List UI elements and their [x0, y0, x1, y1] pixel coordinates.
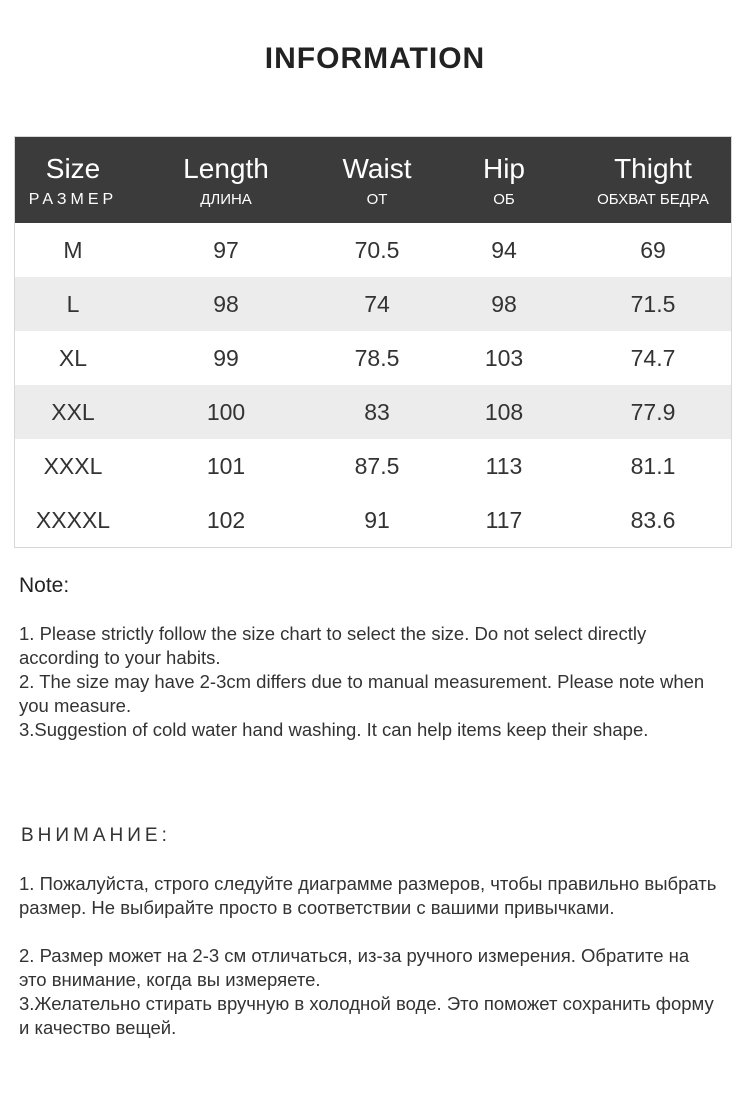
cell-hip: 103 [484, 344, 524, 371]
warning-item: 1. Пожалуйста, строго следуйте диаграмме размеров, чтобы правильно выбрать размер. Не выбирайте просто в соответствии с вашими привычками. [19, 873, 717, 918]
header-waist [321, 137, 433, 223]
header-hip [433, 137, 575, 223]
warning-item: 3.Желательно стирать вручную в холодной воде. Это поможет сохранить форму и качество вещей. [19, 993, 714, 1038]
cell-length: 102 [206, 506, 246, 533]
cell-thigh: 69 [640, 236, 666, 263]
header-sub: ОБ [493, 191, 515, 208]
cell-waist: 74 [364, 290, 390, 317]
cell-hip: 117 [485, 506, 523, 533]
cell-thigh: 71.5 [630, 290, 676, 317]
cell-thigh: 77.9 [630, 398, 676, 425]
warning-heading: ВНИМАНИЕ: [21, 825, 171, 846]
cell-waist: 91 [364, 506, 390, 533]
header-sub: ДЛИНА [200, 191, 252, 208]
cell-length: 99 [213, 344, 239, 371]
cell-size: XL [58, 344, 88, 371]
cell-size: XXXL [43, 452, 103, 479]
note-heading: Note: [19, 574, 70, 597]
table-row [15, 223, 731, 277]
header-size [15, 137, 131, 223]
cell-length: 101 [206, 452, 246, 479]
table-row [15, 277, 731, 331]
note-item: 1. Please strictly follow the size chart to select the size. Do not select directly according to your habits. [19, 623, 647, 668]
cell-size: XXL [51, 398, 95, 425]
table-row [15, 439, 731, 493]
cell-waist: 83 [364, 398, 390, 425]
cell-size: M [63, 236, 83, 263]
table-row [15, 493, 731, 547]
table-header [15, 137, 731, 223]
header-length [131, 137, 321, 223]
header-main: Hip [482, 153, 525, 184]
cell-waist: 78.5 [354, 344, 400, 371]
header-main: Thight [614, 153, 692, 184]
header-main: Size [45, 153, 101, 184]
cell-waist: 70.5 [354, 236, 400, 263]
cell-waist: 87.5 [354, 452, 400, 479]
header-sub: ОБХВАТ БЕДРА [597, 191, 709, 208]
note-item: 2. The size may have 2-3cm differs due to manual measurement. Please note when you measure. [19, 671, 705, 716]
header-thigh [575, 137, 731, 223]
cell-length: 100 [206, 398, 246, 425]
cell-hip: 113 [485, 452, 523, 479]
page-title: INFORMATION [264, 42, 486, 75]
cell-size: L [66, 290, 80, 317]
cell-thigh: 83.6 [630, 506, 676, 533]
cell-hip: 98 [491, 290, 517, 317]
cell-thigh: 74.7 [630, 344, 676, 371]
cell-hip: 94 [491, 236, 517, 263]
note-item: 3.Suggestion of cold water hand washing. It can help items keep their shape. [19, 719, 649, 740]
table-row [15, 331, 731, 385]
header-main: Waist [342, 153, 412, 184]
cell-thigh: 81.1 [630, 452, 676, 479]
header-sub: ОТ [366, 191, 388, 208]
cell-size: XXXXL [35, 506, 111, 533]
cell-length: 98 [213, 290, 239, 317]
header-main: Length [183, 153, 269, 184]
size-table [14, 136, 732, 548]
table-row [15, 385, 731, 439]
warning-item: 2. Размер может на 2-3 см отличаться, из-за ручного измерения. Обратите на это внимание, когда вы измеряете. [19, 945, 690, 990]
cell-length: 97 [213, 236, 239, 263]
header-sub: РАЗМЕР [28, 191, 118, 208]
cell-hip: 108 [484, 398, 524, 425]
